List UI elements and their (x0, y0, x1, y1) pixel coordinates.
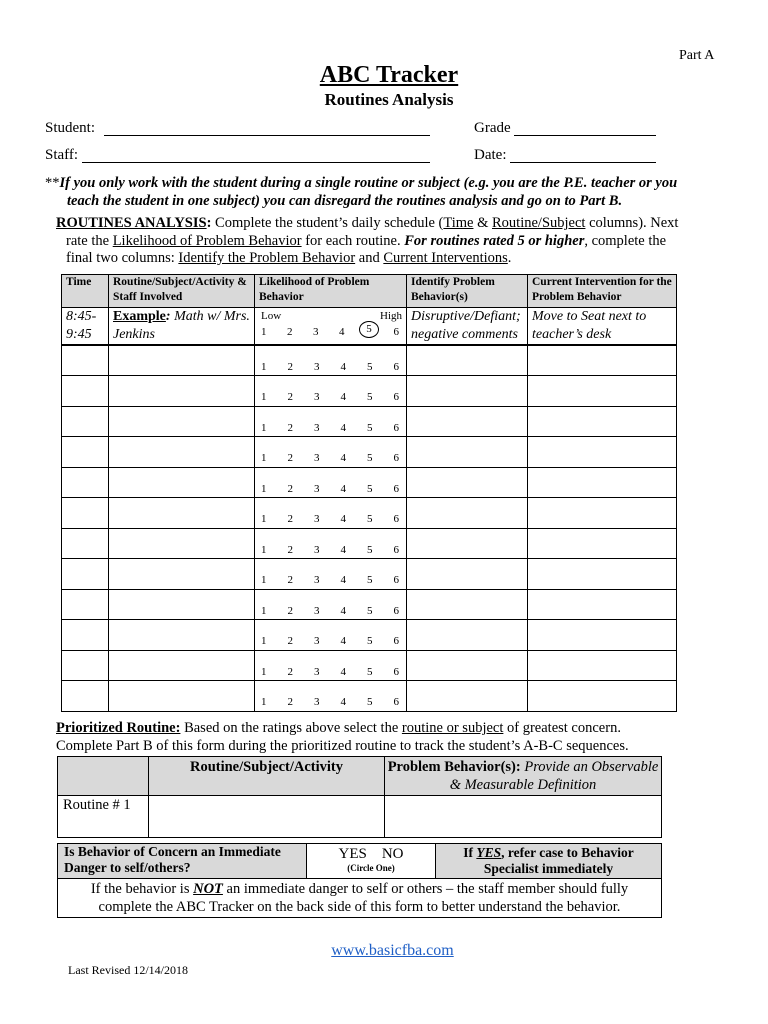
routines-text-7: and (355, 250, 384, 266)
likelihood-cell[interactable] (255, 376, 407, 407)
example-rating-scale (259, 323, 402, 341)
time-cell[interactable] (62, 589, 109, 620)
intervention-cell[interactable] (528, 559, 677, 590)
intervention-cell[interactable] (528, 589, 677, 620)
rating-option-5[interactable]: 5 (367, 452, 373, 464)
intervention-cell[interactable] (528, 498, 677, 529)
intervention-cell[interactable] (528, 437, 677, 468)
routine-cell[interactable] (109, 376, 255, 407)
routines-line-3 (56, 250, 726, 268)
rating-option-5[interactable]: 5 (367, 361, 373, 373)
rating-scale (259, 635, 402, 647)
example-rating-5: 5 (359, 321, 379, 338)
likelihood-cell[interactable] (255, 498, 407, 529)
schedule-row (62, 528, 677, 559)
rating-option-6[interactable]: 6 (393, 421, 399, 434)
prioritized-behavior-header-italic: Provide an Observable & Measurable Definition (449, 759, 659, 793)
student-label: Student: (45, 120, 96, 136)
rating-option-5[interactable]: 5 (367, 543, 373, 556)
danger-question-row (58, 844, 662, 879)
routine-cell[interactable] (109, 528, 255, 559)
date-label: Date: (474, 147, 507, 163)
intervention-cell[interactable] (528, 376, 677, 407)
rating-option-1[interactable]: 1 (261, 391, 267, 403)
routine-1-behavior-cell[interactable] (385, 796, 662, 838)
rating-option-3[interactable]: 3 (314, 482, 320, 495)
prioritized-label: Prioritized Routine: (56, 720, 181, 736)
intervention-cell[interactable] (528, 528, 677, 559)
schedule-row (62, 345, 677, 376)
example-time: 8:45-9:45 (62, 308, 109, 346)
rating-option-2[interactable]: 2 (287, 665, 293, 678)
danger-table (57, 843, 662, 918)
prioritized-header-row (58, 757, 662, 796)
prioritized-behavior-header-bold: Problem Behavior(s): (387, 759, 521, 775)
rating-option-3[interactable]: 3 (314, 421, 320, 434)
intervention-cell[interactable] (528, 620, 677, 651)
rating-option-3[interactable]: 3 (314, 391, 320, 403)
routine-cell[interactable] (109, 498, 255, 529)
routine-cell[interactable] (109, 437, 255, 468)
rating-option-2[interactable]: 2 (287, 421, 293, 434)
rating-option-6[interactable]: 6 (393, 665, 399, 678)
rating-option-2[interactable]: 2 (287, 696, 293, 708)
page-subtitle: Routines Analysis (324, 90, 454, 109)
example-rating-4: 4 (339, 326, 345, 338)
time-cell[interactable] (62, 406, 109, 437)
danger-note (58, 879, 662, 918)
schedule-row (62, 467, 677, 498)
rating-option-6[interactable]: 6 (393, 604, 399, 617)
page-title: ABC Tracker (319, 62, 459, 88)
rating-option-6[interactable]: 6 (393, 574, 399, 586)
routine-cell[interactable] (109, 620, 255, 651)
example-label: Example (113, 309, 166, 324)
prioritized-routine-instructions (56, 719, 716, 755)
rating-option-2[interactable]: 2 (287, 361, 293, 373)
example-rating-3: 3 (313, 326, 319, 338)
rating-option-3[interactable]: 3 (314, 574, 320, 586)
prioritized-text-2: of greatest concern. (503, 720, 621, 736)
rating-option-1[interactable]: 1 (261, 421, 267, 434)
routine-cell[interactable] (109, 681, 255, 712)
rating-option-2[interactable]: 2 (287, 452, 293, 464)
rating-option-2[interactable]: 2 (287, 513, 293, 525)
routine-cell[interactable] (109, 345, 255, 376)
rating-option-3[interactable]: 3 (314, 696, 320, 708)
grade-label: Grade (474, 120, 511, 136)
behavior-cell[interactable] (407, 620, 528, 651)
rating-option-6[interactable]: 6 (393, 635, 399, 647)
rating-option-1[interactable]: 1 (261, 452, 267, 464)
behavior-cell[interactable] (407, 681, 528, 712)
rating-option-2[interactable]: 2 (287, 635, 293, 647)
schedule-row (62, 498, 677, 529)
likelihood-cell[interactable] (255, 437, 407, 468)
prioritized-routine-header: Routine/Subject/Activity (149, 757, 385, 796)
refer-text: , refer case to Behavior Specialist immediately (483, 845, 634, 876)
rating-option-5[interactable]: 5 (367, 574, 373, 586)
time-cell[interactable] (62, 650, 109, 681)
notice-line-1: If you only work with the student during a single routine or subject (e.g. you are the P.E. teacher or you (59, 175, 678, 191)
rating-option-4[interactable]: 4 (340, 391, 346, 403)
behavior-cell[interactable] (407, 345, 528, 376)
yes-option[interactable]: YES (338, 846, 367, 862)
rating-scale (259, 483, 402, 495)
rating-scale (259, 422, 402, 434)
behavior-cell[interactable] (407, 559, 528, 590)
time-cell[interactable] (62, 467, 109, 498)
rating-option-1[interactable]: 1 (261, 543, 267, 556)
routine-1-row (58, 796, 662, 838)
website-link[interactable]: www.basicfba.com (331, 942, 454, 959)
intervention-cell[interactable] (528, 345, 677, 376)
prioritized-blank-header (58, 757, 149, 796)
no-option[interactable]: NO (381, 846, 404, 862)
behavior-cell[interactable] (407, 437, 528, 468)
rating-option-2[interactable]: 2 (287, 391, 293, 403)
likelihood-cell[interactable] (255, 589, 407, 620)
rating-option-4[interactable]: 4 (340, 421, 346, 434)
rating-option-3[interactable]: 3 (314, 513, 320, 525)
intervention-cell[interactable] (528, 467, 677, 498)
header-current-intervention: Current Intervention for the Problem Behavior (528, 275, 677, 308)
rating-option-5[interactable]: 5 (367, 635, 373, 647)
routines-text-2: columns). Next (585, 215, 679, 231)
routines-analysis-instructions (56, 215, 726, 268)
rating-option-5[interactable]: 5 (367, 604, 373, 617)
routine-cell[interactable] (109, 650, 255, 681)
rating-option-3[interactable]: 3 (314, 452, 320, 464)
likelihood-cell[interactable] (255, 559, 407, 590)
rating-option-4[interactable]: 4 (340, 696, 346, 708)
time-cell[interactable] (62, 681, 109, 712)
rating-option-6[interactable]: 6 (393, 543, 399, 556)
routines-current-term: Current Interventions (383, 250, 508, 266)
rating-option-6[interactable]: 6 (393, 452, 399, 464)
single-routine-notice (45, 174, 725, 210)
likelihood-cell[interactable] (255, 467, 407, 498)
routines-text-1: Complete the student’s daily schedule ( (211, 215, 444, 231)
routine-1-activity-cell[interactable] (149, 796, 385, 838)
rating-option-5[interactable]: 5 (367, 513, 373, 525)
behavior-cell[interactable] (407, 589, 528, 620)
header-identify-behavior: Identify Problem Behavior(s) (407, 275, 528, 308)
schedule-row (62, 620, 677, 651)
rating-option-1[interactable]: 1 (261, 635, 267, 647)
schedule-row (62, 559, 677, 590)
prioritized-text-1: Based on the ratings above select the (180, 720, 402, 736)
rating-option-5[interactable]: 5 (367, 391, 373, 403)
last-revised: Last Revised 12/14/2018 (68, 963, 188, 977)
rating-option-4[interactable]: 4 (340, 543, 346, 556)
behavior-cell[interactable] (407, 498, 528, 529)
routines-analysis-label: ROUTINES ANALYSIS (56, 215, 207, 231)
behavior-cell[interactable] (407, 650, 528, 681)
rating-scale (259, 544, 402, 556)
rating-scale (259, 696, 402, 708)
routines-rated-5-emphasis: For routines rated 5 or higher (404, 232, 585, 249)
schedule-row (62, 681, 677, 712)
header-routine: Routine/Subject/Activity & Staff Involved (109, 275, 255, 308)
routines-time-term: Time (443, 215, 474, 231)
behavior-cell[interactable] (407, 467, 528, 498)
scale-low-label: Low (261, 310, 282, 322)
intervention-cell[interactable] (528, 650, 677, 681)
rating-option-6[interactable]: 6 (393, 696, 399, 708)
rating-option-5[interactable]: 5 (367, 421, 373, 434)
schedule-table (61, 274, 677, 712)
behavior-cell[interactable] (407, 376, 528, 407)
scale-high-label: High (380, 310, 402, 322)
example-behavior: Disruptive/Defiant; negative comments (407, 308, 528, 346)
rating-option-3[interactable]: 3 (314, 361, 320, 373)
likelihood-cell[interactable] (255, 528, 407, 559)
rating-scale (259, 666, 402, 678)
grade-field[interactable] (514, 135, 656, 136)
routine-cell[interactable] (109, 559, 255, 590)
rating-option-3[interactable]: 3 (314, 543, 320, 556)
rating-scale (259, 361, 402, 373)
rating-scale (259, 391, 402, 403)
schedule-row (62, 437, 677, 468)
rating-option-2[interactable]: 2 (287, 574, 293, 586)
header-time: Time (62, 275, 109, 308)
prioritized-routine-term: routine or subject (401, 720, 504, 736)
notice-stars: ** (45, 175, 60, 191)
rating-option-4[interactable]: 4 (340, 665, 346, 678)
danger-note-text-2: an immediate danger to self or others – the staff member should fully complete the ABC Tracker on the back side of this form to better understand the behavior. (98, 881, 629, 915)
rating-option-3[interactable]: 3 (314, 635, 320, 647)
student-field[interactable] (104, 135, 430, 136)
rating-option-1[interactable]: 1 (261, 696, 267, 708)
schedule-row (62, 650, 677, 681)
rating-option-1[interactable]: 1 (261, 361, 267, 373)
rating-option-3[interactable]: 3 (314, 665, 320, 678)
rating-option-6[interactable]: 6 (393, 482, 399, 495)
rating-option-6[interactable]: 6 (393, 361, 399, 373)
example-colon: : (165, 309, 171, 324)
prioritized-text-3: Complete Part B of this form during the prioritized routine to track the student’s A-B-C sequences. (56, 738, 629, 754)
intervention-cell[interactable] (528, 681, 677, 712)
schedule-row (62, 376, 677, 407)
example-rating-6: 6 (393, 326, 399, 338)
rating-option-4[interactable]: 4 (340, 452, 346, 464)
notice-line-2: teach the student in one subject) you can disregard the routines analysis and go on to Part B. (67, 193, 623, 209)
refer-yes: YES (476, 845, 502, 860)
rating-scale (259, 574, 402, 586)
routines-text-3: rate the (66, 232, 113, 249)
example-rating-2: 2 (287, 326, 293, 338)
likelihood-cell[interactable] (255, 650, 407, 681)
rating-option-3[interactable]: 3 (314, 604, 320, 617)
time-cell[interactable] (62, 437, 109, 468)
refer-instructions (436, 844, 662, 879)
rating-option-5[interactable]: 5 (367, 665, 373, 678)
time-cell[interactable] (62, 620, 109, 651)
time-cell[interactable] (62, 498, 109, 529)
example-routine (109, 308, 255, 346)
routines-colon: : (206, 215, 212, 231)
rating-option-1[interactable]: 1 (261, 665, 267, 678)
danger-note-row (58, 879, 662, 918)
routines-text-8: . (507, 250, 512, 266)
routine-cell[interactable] (109, 467, 255, 498)
rating-option-4[interactable]: 4 (340, 574, 346, 586)
staff-field[interactable] (82, 162, 430, 163)
routines-text-4: for each routine. (301, 232, 405, 249)
time-cell[interactable] (62, 376, 109, 407)
example-routine-text: Math w/ Mrs. Jenkins (113, 309, 250, 342)
rating-option-4[interactable]: 4 (340, 482, 346, 495)
rating-option-2[interactable]: 2 (287, 543, 293, 556)
yes-no-cell (307, 844, 436, 879)
staff-label: Staff: (45, 147, 79, 163)
rating-option-5[interactable]: 5 (367, 482, 373, 495)
routines-identify-term: Identify the Problem Behavior (178, 250, 356, 266)
likelihood-cell[interactable] (255, 681, 407, 712)
intervention-cell[interactable] (528, 406, 677, 437)
rating-option-6[interactable]: 6 (393, 513, 399, 525)
rating-scale (259, 605, 402, 617)
routines-subject-term: Routine/Subject (492, 215, 586, 231)
rating-option-6[interactable]: 6 (393, 391, 399, 403)
rating-option-1[interactable]: 1 (261, 513, 267, 525)
likelihood-cell[interactable] (255, 406, 407, 437)
rating-scale (259, 452, 402, 464)
behavior-cell[interactable] (407, 528, 528, 559)
routines-likelihood-term: Likelihood of Problem Behavior (112, 232, 302, 249)
header-likelihood: Likelihood of Problem Behavior (255, 275, 407, 308)
rating-option-5[interactable]: 5 (367, 696, 373, 708)
rating-option-1[interactable]: 1 (261, 604, 267, 617)
time-cell[interactable] (62, 559, 109, 590)
behavior-cell[interactable] (407, 406, 528, 437)
schedule-header-row (62, 275, 677, 308)
routine-1-label: Routine # 1 (58, 796, 149, 838)
part-label: Part A (679, 48, 715, 63)
routines-text-5: , complete the (584, 232, 667, 249)
routines-line-2 (56, 233, 726, 251)
schedule-row (62, 406, 677, 437)
example-row (62, 308, 677, 346)
rating-option-2[interactable]: 2 (287, 482, 293, 495)
routines-text-6: final two columns: (66, 250, 179, 266)
rating-option-4[interactable]: 4 (340, 635, 346, 647)
routine-cell[interactable] (109, 406, 255, 437)
prioritized-routine-table (57, 756, 662, 838)
danger-note-not: NOT (193, 881, 223, 897)
date-field[interactable] (510, 162, 656, 163)
rating-option-1[interactable]: 1 (261, 574, 267, 586)
rating-option-2[interactable]: 2 (287, 604, 293, 617)
rating-option-4[interactable]: 4 (340, 513, 346, 525)
danger-question: Is Behavior of Concern an Immediate Danger to self/others? (58, 844, 307, 879)
time-cell[interactable] (62, 345, 109, 376)
likelihood-cell[interactable] (255, 345, 407, 376)
rating-option-4[interactable]: 4 (340, 361, 346, 373)
circle-one-hint: (Circle One) (347, 863, 395, 873)
example-intervention: Move to Seat next to teacher’s desk (528, 308, 677, 346)
example-likelihood (255, 308, 407, 346)
time-cell[interactable] (62, 528, 109, 559)
example-rating-1: 1 (261, 326, 267, 338)
danger-note-text-1: If the behavior is (90, 881, 194, 897)
routine-cell[interactable] (109, 589, 255, 620)
rating-option-4[interactable]: 4 (340, 604, 346, 617)
rating-option-1[interactable]: 1 (261, 482, 267, 495)
rating-scale (259, 513, 402, 525)
prioritized-behavior-header (385, 757, 662, 796)
schedule-row (62, 589, 677, 620)
likelihood-cell[interactable] (255, 620, 407, 651)
refer-if: If (463, 845, 477, 860)
routines-amp: & (473, 215, 492, 231)
